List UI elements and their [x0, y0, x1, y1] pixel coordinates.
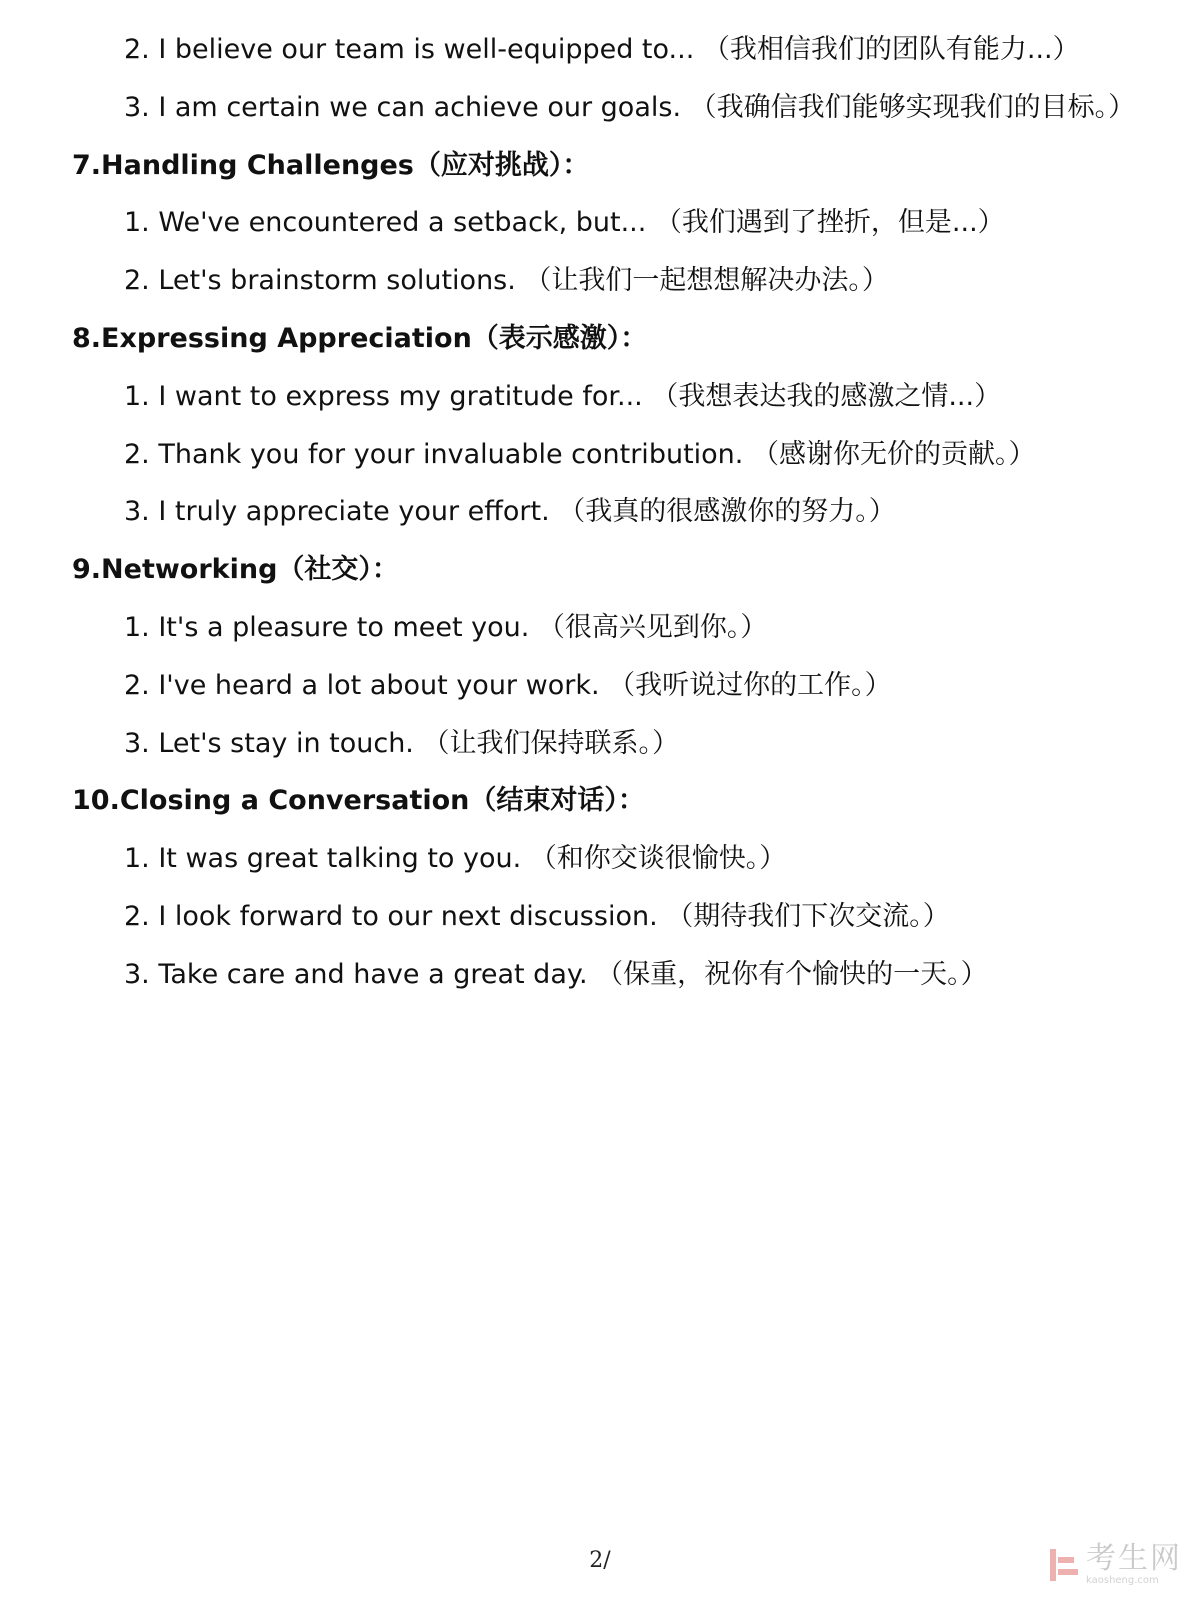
phrase-item: 2. I've heard a lot about your work. （我听说过你的工作。） [124, 669, 892, 701]
phrase-item: 3. Take care and have a great day. （保重，祝你有个愉快的一天。） [124, 958, 988, 990]
page-number: 2/ [589, 1548, 611, 1573]
phrase-item: 1. It was great talking to you. （和你交谈很愉快。） [124, 843, 787, 875]
watermark [1048, 1541, 1182, 1586]
phrase-item: 3. I am certain we can achieve our goals. （我确信我们能够实现我们的目标。） [124, 91, 1136, 123]
section-heading: 7.Handling Challenges（应对挑战）： [72, 149, 590, 181]
phrase-item: 2. I look forward to our next discussion. （期待我们下次交流。） [124, 900, 950, 932]
phrase-item: 2. Thank you for your invaluable contribution. （感谢你无价的贡献。） [124, 438, 1036, 470]
phrase-item: 3. Let's stay in touch. （让我们保持联系。） [124, 727, 679, 759]
watermark-text [1086, 1541, 1182, 1586]
phrase-item: 3. I truly appreciate your effort. （我真的很感激你的努力。） [124, 496, 896, 528]
phrase-item: 2. I believe our team is well-equipped to... （我相信我们的团队有能力...） [124, 34, 1080, 65]
section-heading: 8.Expressing Appreciation（表示感激）： [72, 322, 648, 354]
phrase-item: 1. We've encountered a setback, but... （我们遇到了挫折，但是...） [124, 207, 1005, 239]
phrase-item: 1. It's a pleasure to meet you. （很高兴见到你。） [124, 611, 768, 643]
phrase-item: 2. Let's brainstorm solutions. （让我们一起想想解决办法。） [124, 265, 889, 297]
watermark-name: 考生网 [1086, 1541, 1182, 1576]
phrase-list [72, 26, 1182, 1009]
section-heading: 10.Closing a Conversation（结束对话）： [72, 785, 645, 817]
watermark-domain: kaosheng.com [1086, 1575, 1159, 1586]
phrase-item: 1. I want to express my gratitude for... （我想表达我的感激之情...） [124, 380, 1002, 412]
section-heading: 9.Networking（社交）： [72, 554, 399, 586]
watermark-logo-icon [1048, 1549, 1080, 1581]
